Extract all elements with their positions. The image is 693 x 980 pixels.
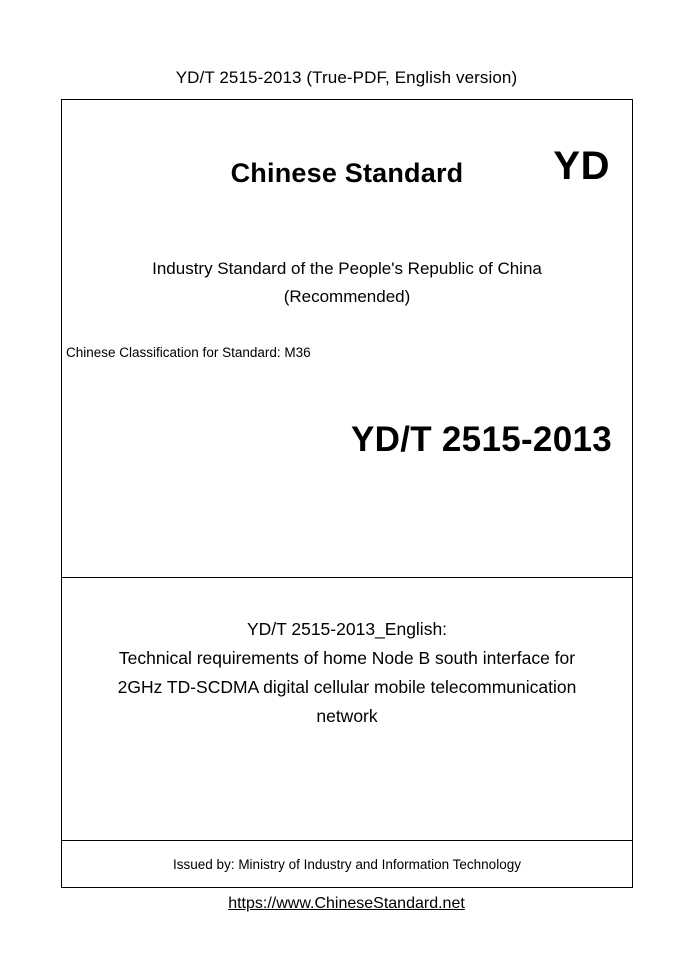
english-title-line-2: Technical requirements of home Node B south interface for <box>118 648 576 668</box>
cover-top-section <box>62 100 632 578</box>
standard-number: YD/T 2515-2013 <box>350 420 612 459</box>
english-title-line-4: network <box>316 706 378 726</box>
classification-text: Chinese Classification for Standard: M36 <box>66 345 311 360</box>
english-title <box>74 615 620 731</box>
industry-standard-line-2: (Recommended) <box>283 287 411 306</box>
website-link[interactable]: https://www.ChineseStandard.net <box>228 895 465 912</box>
yd-logo: YD <box>553 144 610 188</box>
cover-middle-section <box>62 578 632 841</box>
cover-bottom-section <box>62 841 632 887</box>
issued-by-text: Issued by: Ministry of Industry and Information Technology <box>173 856 521 872</box>
industry-standard-text <box>62 255 632 311</box>
page-title: Chinese Standard <box>230 158 464 188</box>
page-header-text: YD/T 2515-2013 (True-PDF, English version) <box>175 68 518 87</box>
english-title-line-1: YD/T 2515-2013_English: <box>246 619 448 639</box>
industry-standard-line-1: Industry Standard of the People's Republic of China <box>152 259 542 278</box>
cover-frame <box>61 99 633 888</box>
english-title-line-3: 2GHz TD-SCDMA digital cellular mobile telecommunication <box>117 677 577 697</box>
